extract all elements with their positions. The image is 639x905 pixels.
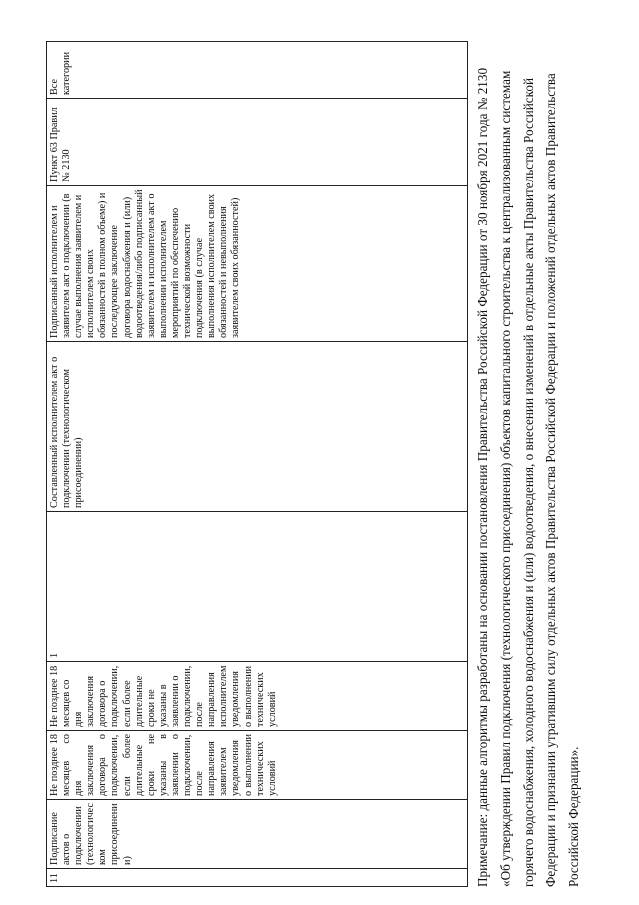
mark-cell: 1 [47, 512, 468, 662]
result-cell: Подписанный исполнителем и заявителем акт о подключении (в случае выполнения заявителем и исполнителем своих обязанностей в полном объеме) и последующее заключение договора водоснабжения и (или) водоотведения/либо подписанный заявителем и исполнителем акт о выполнении исполнителем мероприятий по обеспечению технической возможности подключения (в случае выполнения исполнителем своих обязанностей и невыполнения заявителем своих обязанностей) [47, 186, 468, 342]
category-cell: Все категории [47, 42, 468, 99]
term-applicant-cell: Не позднее 18 месяцев со дня заключения договора о подключении, если более длительные сроки не указаны в заявлении о подключении, после направления заявителем уведомления о выполнении технических условий [47, 731, 468, 800]
document-cell: Составленный исполнителем акт о подключении (технологическом присоединении) [47, 342, 468, 512]
basis-cell: Пункт 63 Правил № 2130 [47, 99, 468, 186]
algorithm-table [46, 41, 468, 887]
footnote: Примечание: данные алгоритмы разработаны на основании постановления Правительства Российской Федерации от 30 ноября 2021 года № 2130 «Об утверждении Правил подключения (технологического присоединения) объектов капитального строительства к централизованным системам горячего водоснабжения, холодного водоснабжения и (или) водоотведения, о внесении изменений в отдельные акты Правительства Российской Федерации и признании утратившим силу отдельных актов Правительства Российской Федерации и положений отдельных актов Правительства Российской Федерации». [475, 67, 582, 887]
step-number-cell: 11 [47, 869, 468, 887]
step-name-cell: Подписание актов о подключении (технологическом присоединении) [47, 800, 468, 869]
term-executor-cell: Не позднее 18 месяцев со дня заключения договора о подключении, если более длительные сроки не указаны в заявлении о подключении, после направления исполнителем уведомления о выполнении технических условий [47, 662, 468, 731]
table-row [47, 42, 468, 887]
